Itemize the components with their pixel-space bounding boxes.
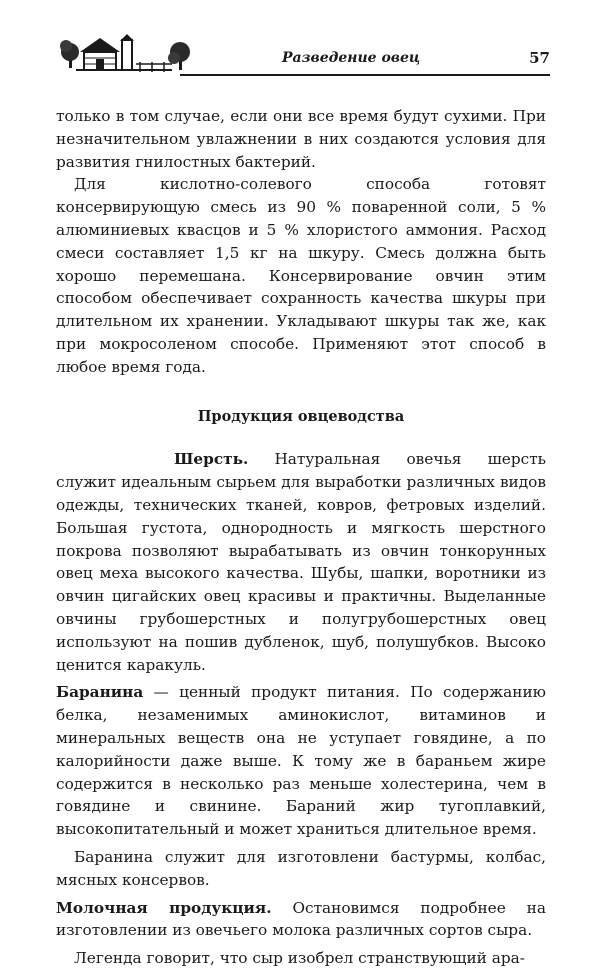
paragraph-wool [56,448,546,676]
page-header [56,28,550,76]
wool-text: Натуральная овечья шерсть служит идеальным сырьем для выработки различных видов одежды, технических тканей, ковров, фетровых изделий. Большая густота, однородность и мягкость шерстного покрова позволяют вырабатывать из овчин тонкорунных овец меха высокого качества. Шубы, шапки, воротники из овчин цигайских овец красивы и практичны. Выделанные овчины грубошерстных и полугрубошерстных овец используют на пошив дубленок, шуб, полушубков. Высоко ценится каракуль. [56,450,546,674]
paragraph-mutton [56,681,546,841]
paragraph-dairy [56,897,546,943]
farm-vignette-icon [56,32,192,76]
header-rule [180,74,550,76]
section-heading: Продукция овцеводства [197,407,405,425]
page-body [56,105,546,970]
wool-term: Шерсть. [174,450,249,469]
dairy-term: Молочная продукция. [56,898,272,917]
mutton-term: Баранина [56,683,144,702]
mutton-text: — ценный продукт питания. По содержанию белка, незаменимых аминокислот, витаминов и минеральных веществ она не уступает говядине, а по калорийности даже выше. К тому же в бараньем жире содержится в несколько раз меньше холестерина, чем в говядине и свинине. Бараний жир тугоплавкий, высокопитательный и может храниться длительное время. [56,683,546,839]
page-number: 57 [529,49,550,67]
paragraph-continuation: только в том случае, если они все время будут сухими. При незначительном увлажнении в них создаются условия для развития гнилостных бактерий. [56,107,546,171]
running-header-title: Разведение овец [282,50,421,66]
paragraph-mutton-use: Баранина служит для изготовлени бастурмы, колбас, мясных консервов. [56,847,546,889]
dairy-text: Остановимся подробнее на изготовлении из овечьего молока различных сортов сыра. [56,898,546,940]
paragraph-legend: Легенда говорит, что сыр изобрел странствующий ара- [74,949,525,968]
paragraph-acid-salt-method: Для кислотно-солевого способа готовят консервирующую смесь из 90 % поваренной соли, 5 % алюминиевых квасцов и 5 % хлористого аммония. Расход смеси составляет 1,5 кг на шкуру. Смесь должна быть хорошо перемешана. Консервирование овчин этим способом обеспечивает сохранность качества шкуры при длительном их хранении. Укладывают шкуры так же, как при мокросоленом способе. Применяют этот способ в любое время года. [56,175,546,376]
